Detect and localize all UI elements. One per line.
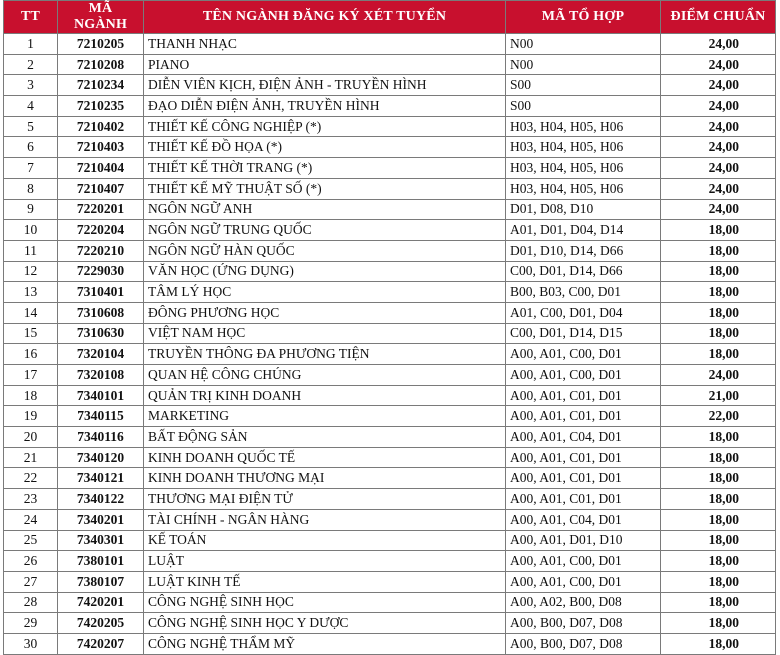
cell-diem-chuan: 18,00 (661, 613, 776, 634)
cell-ten-nganh: THIẾT KẾ ĐỒ HỌA (*) (144, 137, 506, 158)
cell-ma-nganh: 7210205 (58, 34, 144, 55)
table-row (4, 385, 776, 406)
cell-ma-to-hop: A00, A01, C04, D01 (506, 427, 661, 448)
cell-ten-nganh: TRUYỀN THÔNG ĐA PHƯƠNG TIỆN (144, 344, 506, 365)
cell-ma-to-hop: A00, A01, C01, D01 (506, 489, 661, 510)
cell-ma-to-hop: C00, D01, D14, D66 (506, 261, 661, 282)
cell-diem-chuan: 24,00 (661, 54, 776, 75)
cell-ma-to-hop: A00, A01, C00, D01 (506, 365, 661, 386)
cell-ma-nganh: 7340122 (58, 489, 144, 510)
cell-ma-nganh: 7420205 (58, 613, 144, 634)
table-row (4, 75, 776, 96)
cell-tt: 4 (4, 96, 58, 117)
table-row (4, 54, 776, 75)
table-row (4, 509, 776, 530)
cell-ma-nganh: 7210208 (58, 54, 144, 75)
table-row (4, 302, 776, 323)
cell-diem-chuan: 24,00 (661, 199, 776, 220)
cell-diem-chuan: 18,00 (661, 489, 776, 510)
cell-tt: 28 (4, 592, 58, 613)
cell-ten-nganh: QUAN HỆ CÔNG CHÚNG (144, 365, 506, 386)
table-row (4, 468, 776, 489)
cell-ma-nganh: 7229030 (58, 261, 144, 282)
cell-diem-chuan: 18,00 (661, 447, 776, 468)
cell-ten-nganh: NGÔN NGỮ TRUNG QUỐC (144, 220, 506, 241)
cell-ten-nganh: LUẬT (144, 551, 506, 572)
table-row (4, 406, 776, 427)
cell-ma-nganh: 7310608 (58, 302, 144, 323)
admission-score-table (3, 0, 776, 655)
cell-tt: 10 (4, 220, 58, 241)
cell-diem-chuan: 18,00 (661, 344, 776, 365)
cell-ten-nganh: VĂN HỌC (ỨNG DỤNG) (144, 261, 506, 282)
cell-ma-to-hop: H03, H04, H05, H06 (506, 137, 661, 158)
cell-ma-to-hop: N00 (506, 34, 661, 55)
table-row (4, 282, 776, 303)
cell-diem-chuan: 18,00 (661, 282, 776, 303)
cell-ma-nganh: 7220204 (58, 220, 144, 241)
cell-tt: 14 (4, 302, 58, 323)
cell-diem-chuan: 24,00 (661, 178, 776, 199)
cell-tt: 8 (4, 178, 58, 199)
cell-diem-chuan: 18,00 (661, 592, 776, 613)
cell-tt: 16 (4, 344, 58, 365)
cell-diem-chuan: 24,00 (661, 116, 776, 137)
cell-ten-nganh: THIẾT KẾ THỜI TRANG (*) (144, 158, 506, 179)
cell-ma-nganh: 7380107 (58, 571, 144, 592)
cell-ma-to-hop: A00, A01, C01, D01 (506, 385, 661, 406)
header-ma-nganh: MÃ NGÀNH (58, 1, 144, 34)
table-row (4, 447, 776, 468)
cell-ma-nganh: 7420201 (58, 592, 144, 613)
cell-ma-nganh: 7420207 (58, 633, 144, 654)
cell-diem-chuan: 24,00 (661, 96, 776, 117)
cell-ma-to-hop: A00, A01, D01, D10 (506, 530, 661, 551)
cell-ma-to-hop: A00, B00, D07, D08 (506, 613, 661, 634)
cell-diem-chuan: 24,00 (661, 158, 776, 179)
cell-diem-chuan: 18,00 (661, 220, 776, 241)
cell-ma-nganh: 7320104 (58, 344, 144, 365)
cell-ma-nganh: 7380101 (58, 551, 144, 572)
cell-diem-chuan: 18,00 (661, 427, 776, 448)
cell-ma-to-hop: A00, A01, C00, D01 (506, 571, 661, 592)
cell-ma-nganh: 7210403 (58, 137, 144, 158)
cell-ma-nganh: 7310630 (58, 323, 144, 344)
cell-ma-to-hop: S00 (506, 75, 661, 96)
cell-ma-to-hop: D01, D08, D10 (506, 199, 661, 220)
cell-ma-to-hop: A00, A01, C01, D01 (506, 406, 661, 427)
header-row (4, 1, 776, 34)
table-row (4, 427, 776, 448)
cell-ten-nganh: DIỄN VIÊN KỊCH, ĐIỆN ẢNH - TRUYỀN HÌNH (144, 75, 506, 96)
cell-ten-nganh: TÂM LÝ HỌC (144, 282, 506, 303)
table-row (4, 365, 776, 386)
table-row (4, 116, 776, 137)
cell-ma-nganh: 7220201 (58, 199, 144, 220)
cell-tt: 23 (4, 489, 58, 510)
cell-tt: 6 (4, 137, 58, 158)
cell-ma-nganh: 7340101 (58, 385, 144, 406)
cell-ten-nganh: THIẾT KẾ MỸ THUẬT SỐ (*) (144, 178, 506, 199)
cell-ma-nganh: 7340201 (58, 509, 144, 530)
cell-diem-chuan: 24,00 (661, 75, 776, 96)
cell-ma-to-hop: H03, H04, H05, H06 (506, 158, 661, 179)
table-row (4, 220, 776, 241)
cell-ten-nganh: CÔNG NGHỆ SINH HỌC (144, 592, 506, 613)
cell-tt: 2 (4, 54, 58, 75)
cell-ma-nganh: 7210404 (58, 158, 144, 179)
table-row (4, 551, 776, 572)
table-row (4, 571, 776, 592)
cell-tt: 19 (4, 406, 58, 427)
cell-tt: 3 (4, 75, 58, 96)
cell-tt: 30 (4, 633, 58, 654)
cell-ten-nganh: MARKETING (144, 406, 506, 427)
cell-ten-nganh: KINH DOANH THƯƠNG MẠI (144, 468, 506, 489)
cell-ma-nganh: 7220210 (58, 240, 144, 261)
cell-ma-to-hop: N00 (506, 54, 661, 75)
cell-ten-nganh: ĐÔNG PHƯƠNG HỌC (144, 302, 506, 323)
cell-ma-nganh: 7210407 (58, 178, 144, 199)
cell-ma-nganh: 7210402 (58, 116, 144, 137)
cell-diem-chuan: 21,00 (661, 385, 776, 406)
cell-diem-chuan: 24,00 (661, 137, 776, 158)
table-row (4, 137, 776, 158)
cell-ten-nganh: CÔNG NGHỆ THẨM MỸ (144, 633, 506, 654)
table-row (4, 34, 776, 55)
cell-ma-nganh: 7310401 (58, 282, 144, 303)
cell-ma-to-hop: H03, H04, H05, H06 (506, 116, 661, 137)
cell-ma-to-hop: A00, A01, C04, D01 (506, 509, 661, 530)
cell-ma-to-hop: A01, D01, D04, D14 (506, 220, 661, 241)
cell-ma-nganh: 7340115 (58, 406, 144, 427)
cell-diem-chuan: 18,00 (661, 468, 776, 489)
cell-diem-chuan: 22,00 (661, 406, 776, 427)
cell-tt: 13 (4, 282, 58, 303)
cell-diem-chuan: 18,00 (661, 571, 776, 592)
cell-tt: 11 (4, 240, 58, 261)
cell-ma-to-hop: A00, A01, C01, D01 (506, 468, 661, 489)
cell-ten-nganh: THƯƠNG MẠI ĐIỆN TỬ (144, 489, 506, 510)
cell-diem-chuan: 18,00 (661, 323, 776, 344)
header-tt: TT (4, 1, 58, 34)
cell-tt: 1 (4, 34, 58, 55)
cell-tt: 25 (4, 530, 58, 551)
cell-ma-to-hop: A00, B00, D07, D08 (506, 633, 661, 654)
cell-tt: 15 (4, 323, 58, 344)
cell-ma-nganh: 7340121 (58, 468, 144, 489)
cell-tt: 26 (4, 551, 58, 572)
cell-diem-chuan: 24,00 (661, 34, 776, 55)
cell-tt: 24 (4, 509, 58, 530)
cell-tt: 27 (4, 571, 58, 592)
cell-ten-nganh: NGÔN NGỮ HÀN QUỐC (144, 240, 506, 261)
cell-tt: 20 (4, 427, 58, 448)
cell-tt: 12 (4, 261, 58, 282)
cell-ma-nganh: 7340116 (58, 427, 144, 448)
cell-ma-nganh: 7320108 (58, 365, 144, 386)
cell-ten-nganh: QUẢN TRỊ KINH DOANH (144, 385, 506, 406)
table-row (4, 240, 776, 261)
cell-ma-nganh: 7340120 (58, 447, 144, 468)
cell-tt: 21 (4, 447, 58, 468)
header-diem-chuan: ĐIỂM CHUẨN (661, 1, 776, 34)
cell-ten-nganh: THANH NHẠC (144, 34, 506, 55)
table-row (4, 592, 776, 613)
cell-ma-to-hop: B00, B03, C00, D01 (506, 282, 661, 303)
cell-ma-to-hop: D01, D10, D14, D66 (506, 240, 661, 261)
cell-diem-chuan: 18,00 (661, 633, 776, 654)
cell-diem-chuan: 18,00 (661, 551, 776, 572)
cell-ma-to-hop: C00, D01, D14, D15 (506, 323, 661, 344)
cell-diem-chuan: 18,00 (661, 261, 776, 282)
cell-ten-nganh: LUẬT KINH TẾ (144, 571, 506, 592)
cell-diem-chuan: 18,00 (661, 240, 776, 261)
table-row (4, 489, 776, 510)
cell-ma-to-hop: A00, A01, C00, D01 (506, 551, 661, 572)
cell-ma-nganh: 7210234 (58, 75, 144, 96)
table-row (4, 613, 776, 634)
table-row (4, 323, 776, 344)
table-row (4, 199, 776, 220)
cell-diem-chuan: 24,00 (661, 365, 776, 386)
cell-diem-chuan: 18,00 (661, 530, 776, 551)
header-ma-to-hop: MÃ TỔ HỢP (506, 1, 661, 34)
table-row (4, 633, 776, 654)
cell-ma-nganh: 7340301 (58, 530, 144, 551)
cell-ten-nganh: CÔNG NGHỆ SINH HỌC Y DƯỢC (144, 613, 506, 634)
cell-ma-to-hop: H03, H04, H05, H06 (506, 178, 661, 199)
cell-tt: 18 (4, 385, 58, 406)
cell-tt: 17 (4, 365, 58, 386)
table-row (4, 261, 776, 282)
cell-ten-nganh: TÀI CHÍNH - NGÂN HÀNG (144, 509, 506, 530)
table-row (4, 530, 776, 551)
cell-ten-nganh: PIANO (144, 54, 506, 75)
cell-tt: 7 (4, 158, 58, 179)
cell-ten-nganh: BẤT ĐỘNG SẢN (144, 427, 506, 448)
cell-ma-to-hop: A00, A02, B00, D08 (506, 592, 661, 613)
cell-tt: 5 (4, 116, 58, 137)
cell-ten-nganh: KINH DOANH QUỐC TẾ (144, 447, 506, 468)
cell-tt: 9 (4, 199, 58, 220)
table-row (4, 158, 776, 179)
cell-ma-to-hop: A00, A01, C01, D01 (506, 447, 661, 468)
cell-ma-to-hop: S00 (506, 96, 661, 117)
cell-ten-nganh: ĐẠO DIỄN ĐIỆN ẢNH, TRUYỀN HÌNH (144, 96, 506, 117)
cell-ma-nganh: 7210235 (58, 96, 144, 117)
table-row (4, 178, 776, 199)
table-body (4, 34, 776, 655)
header-ten-nganh: TÊN NGÀNH ĐĂNG KÝ XÉT TUYỂN (144, 1, 506, 34)
cell-ma-to-hop: A01, C00, D01, D04 (506, 302, 661, 323)
table-row (4, 96, 776, 117)
cell-ten-nganh: NGÔN NGỮ ANH (144, 199, 506, 220)
cell-ten-nganh: KẾ TOÁN (144, 530, 506, 551)
cell-diem-chuan: 18,00 (661, 302, 776, 323)
cell-tt: 29 (4, 613, 58, 634)
cell-ten-nganh: VIỆT NAM HỌC (144, 323, 506, 344)
cell-tt: 22 (4, 468, 58, 489)
cell-ten-nganh: THIẾT KẾ CÔNG NGHIỆP (*) (144, 116, 506, 137)
cell-ma-to-hop: A00, A01, C00, D01 (506, 344, 661, 365)
table-row (4, 344, 776, 365)
cell-diem-chuan: 18,00 (661, 509, 776, 530)
